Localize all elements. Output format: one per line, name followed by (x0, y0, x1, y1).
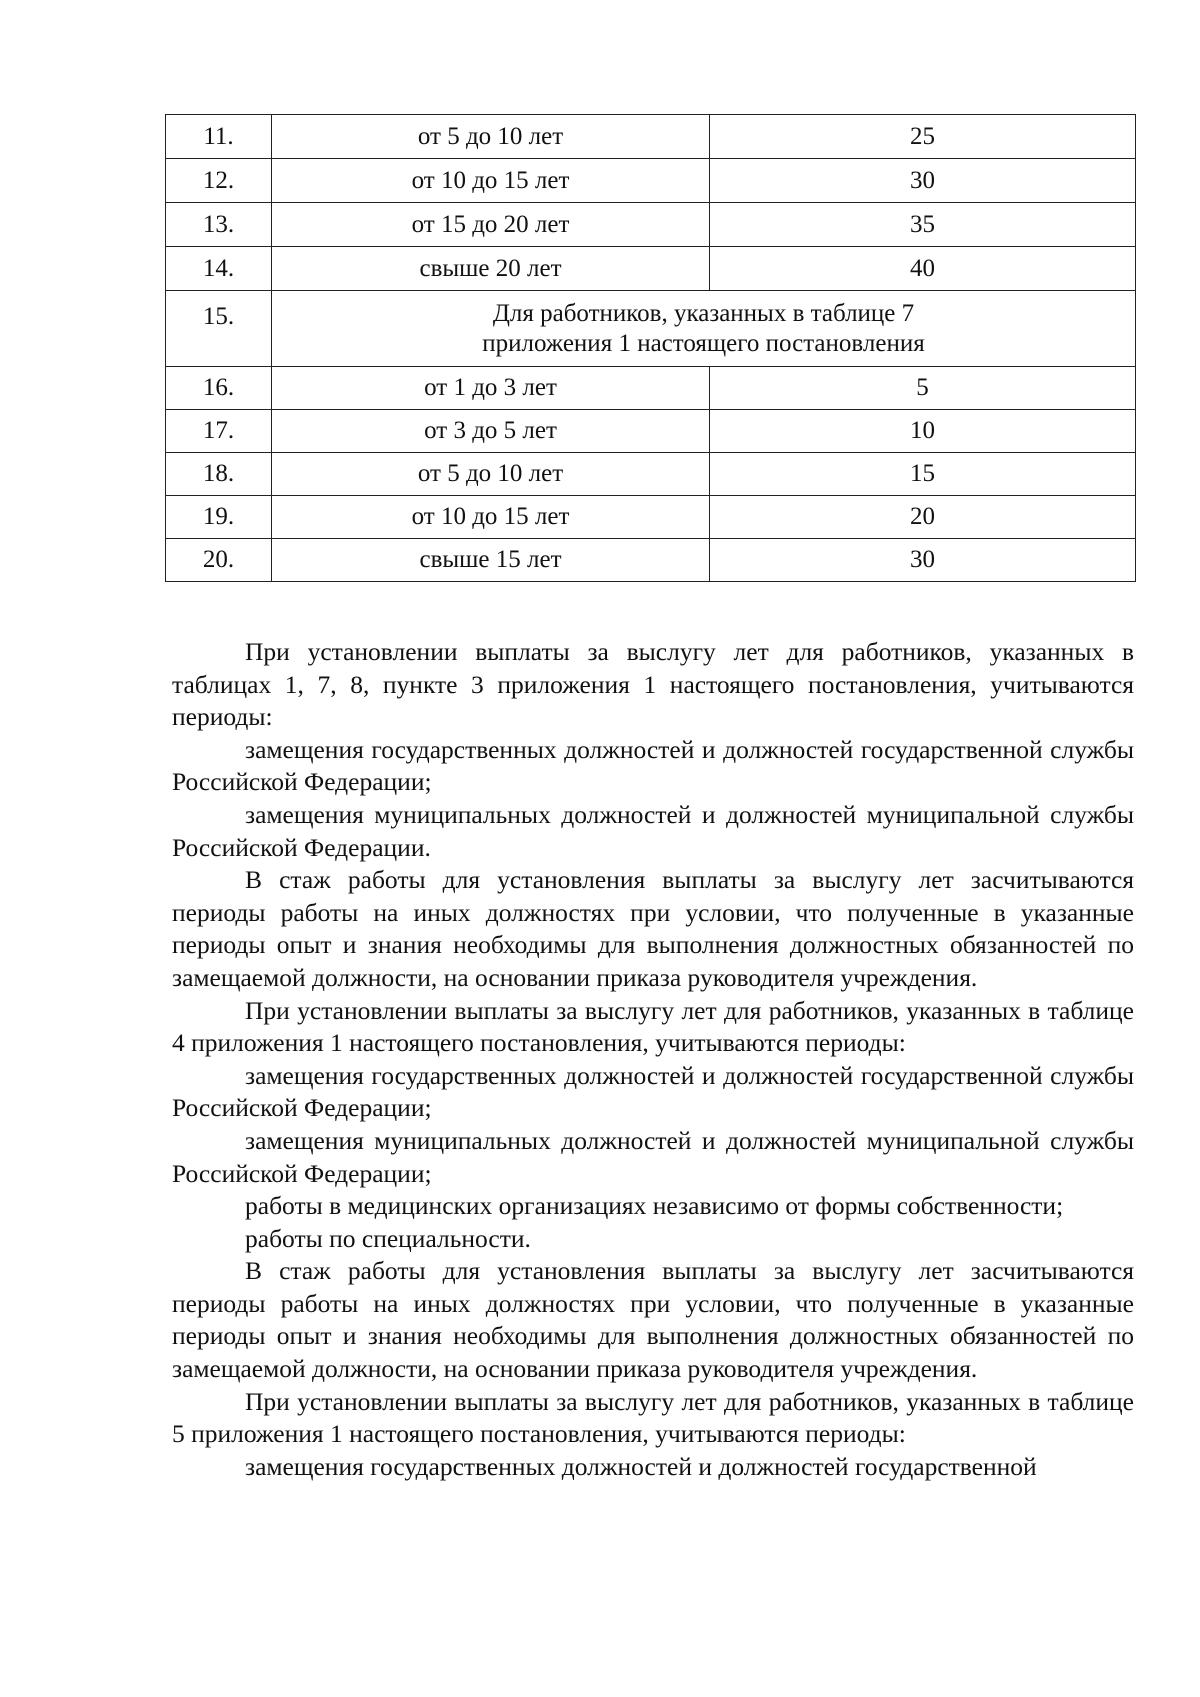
row-value: 15 (710, 453, 1136, 496)
table-row (166, 115, 1136, 159)
row-value: 30 (710, 159, 1136, 203)
paragraph: В стаж работы для установления выплаты за выслугу лет засчитываются периоды работы на иных должностях при условии, что полученные в указанные периоды опыт и знания необходимы для выполнения должностных обязанностей по замещаемой должности, на основании приказа руководителя учреждения. (172, 1256, 1134, 1384)
paragraph: замещения государственных должностей и должностей государственной службы Российской Федерации; (172, 1060, 1134, 1123)
table-row (166, 203, 1136, 247)
row-value: 40 (710, 247, 1136, 291)
paragraph: При установлении выплаты за выслугу лет для работников, указанных в таблице 5 приложения 1 настоящего постановления, учитываются периоды: (172, 1386, 1134, 1449)
row-number: 19. (166, 496, 272, 539)
paragraph: При установлении выплаты за выслугу лет для работников, указанных в таблице 4 приложения 1 настоящего постановления, учитываются периоды: (172, 995, 1134, 1058)
row-period: свыше 20 лет (272, 247, 710, 291)
row-number: 20. (166, 539, 272, 582)
table-row (166, 247, 1136, 291)
row-period: от 15 до 20 лет (272, 203, 710, 247)
table-row (166, 453, 1136, 496)
table-row (166, 539, 1136, 582)
row-value: 25 (710, 115, 1136, 159)
seniority-table (165, 114, 1136, 582)
row-period: свыше 15 лет (272, 539, 710, 582)
row-value: 20 (710, 496, 1136, 539)
row-number: 13. (166, 203, 272, 247)
row-period: от 10 до 15 лет (272, 159, 710, 203)
paragraph: В стаж работы для установления выплаты за выслугу лет засчитываются периоды работы на иных должностях при условии, что полученные в указанные периоды опыт и знания необходимы для выполнения должностных обязанностей по замещаемой должности, на основании приказа руководителя учреждения. (172, 865, 1134, 992)
row-value: 5 (710, 367, 1136, 410)
row-value: 35 (710, 203, 1136, 247)
row-number: 16. (166, 367, 272, 410)
body-text (172, 636, 1134, 1483)
row-period: от 3 до 5 лет (272, 410, 710, 453)
table-row (166, 159, 1136, 203)
row-period: от 10 до 15 лет (272, 496, 710, 539)
row-number: 17. (166, 410, 272, 453)
row-value: 30 (710, 539, 1136, 582)
row-period: от 1 до 3 лет (272, 367, 710, 410)
table-section-row (166, 291, 1136, 367)
row-period: от 5 до 10 лет (272, 115, 710, 159)
table-row (166, 496, 1136, 539)
paragraph: замещения муниципальных должностей и должностей муниципальной службы Российской Федерации. (172, 799, 1134, 862)
row-number: 18. (166, 453, 272, 496)
paragraph: замещения муниципальных должностей и должностей муниципальной службы Российской Федерации; (172, 1125, 1134, 1188)
table-row (166, 367, 1136, 410)
row-number: 12. (166, 159, 272, 203)
paragraph: замещения государственных должностей и должностей государственной (245, 1451, 1037, 1481)
section-heading (272, 291, 1136, 367)
paragraph: работы в медицинских организациях независимо от формы собственности; (245, 1191, 1064, 1221)
row-period: от 5 до 10 лет (272, 453, 710, 496)
section-heading-line: приложения 1 настоящего постановления (482, 329, 925, 357)
row-number: 11. (166, 115, 272, 159)
row-value: 10 (710, 410, 1136, 453)
paragraph: работы по специальности. (245, 1223, 531, 1253)
paragraph: При установлении выплаты за выслугу лет для работников, указанных в таблицах 1, 7, 8, пункте 3 приложения 1 настоящего постановления, учитываются периоды: (172, 637, 1134, 732)
table-row (166, 410, 1136, 453)
section-heading-line: Для работников, указанных в таблице 7 (492, 299, 915, 327)
paragraph: замещения государственных должностей и должностей государственной службы Российской Федерации; (172, 734, 1134, 797)
row-number: 15. (166, 291, 272, 367)
row-number: 14. (166, 247, 272, 291)
